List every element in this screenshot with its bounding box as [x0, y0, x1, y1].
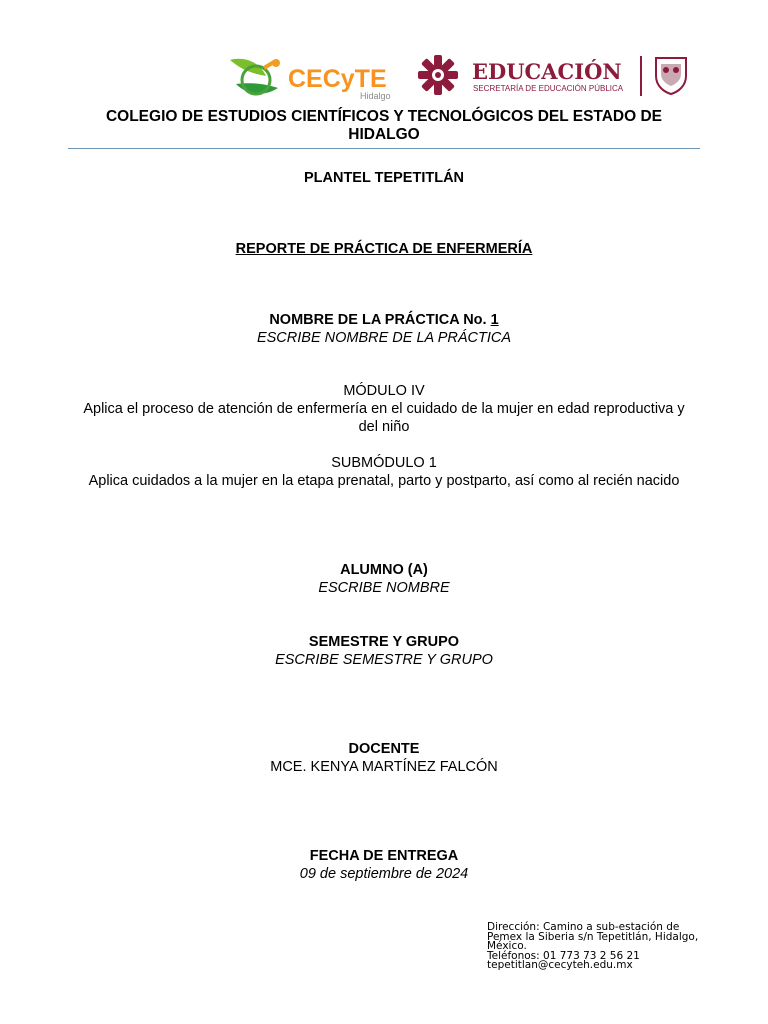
submodule-desc: Aplica cuidados a la mujer en la etapa prenatal, parto y postparto, así como al recién nacido — [88, 473, 680, 489]
institution-line-1: COLEGIO DE ESTUDIOS CIENTÍFICOS Y TECNOLÓGICOS DEL ESTADO DE — [105, 108, 663, 125]
practice-label: NOMBRE DE LA PRÁCTICA No. — [269, 312, 491, 328]
state-seal-icon — [656, 58, 686, 94]
phone-line: Teléfonos: 01 773 73 2 56 21 — [487, 949, 640, 962]
delivery-label: FECHA DE ENTREGA — [309, 848, 459, 864]
report-title-text: REPORTE DE PRÁCTICA DE ENFERMERÍA — [235, 241, 533, 257]
student-section — [0, 561, 768, 597]
svg-text:CECyTE: CECyTE — [288, 65, 387, 93]
cecyte-logo — [226, 54, 402, 106]
module-label: MÓDULO IV — [343, 383, 425, 399]
module-desc-line-2: del niño — [358, 419, 410, 435]
teacher-section — [0, 740, 768, 776]
address-block — [487, 923, 737, 971]
teacher-name: MCE. KENYA MARTÍNEZ FALCÓN — [270, 759, 498, 775]
svg-text:EDUCACIÓN: EDUCACIÓN — [472, 59, 622, 84]
module-section — [0, 382, 768, 436]
delivery-section — [0, 847, 768, 883]
semester-label: SEMESTRE Y GRUPO — [308, 634, 460, 650]
plantel-name: PLANTEL TEPETITLÁN — [303, 170, 465, 186]
practice-section — [0, 311, 768, 347]
institution-line-2: HIDALGO — [348, 126, 420, 143]
teacher-label: DOCENTE — [348, 741, 420, 757]
institution-name — [0, 108, 768, 144]
delivery-date: 09 de septiembre de 2024 — [299, 866, 469, 882]
header-divider — [68, 148, 700, 149]
svg-text:SECRETARÍA DE EDUCACIÓN PÚBLIC: SECRETARÍA DE EDUCACIÓN PÚBLICA — [473, 84, 624, 93]
report-title — [0, 240, 768, 258]
email-line: tepetitlan@cecyteh.edu.mx — [487, 959, 633, 971]
practice-name: ESCRIBE NOMBRE DE LA PRÁCTICA — [256, 330, 512, 346]
module-desc-line-1: Aplica el proceso de atención de enfermería en el cuidado de la mujer en edad reproductiva y — [83, 401, 685, 417]
address-line-3: México. — [487, 940, 527, 952]
student-name: ESCRIBE NOMBRE — [318, 580, 450, 596]
semester-section — [0, 633, 768, 669]
submodule-section — [0, 454, 768, 490]
submodule-label: SUBMÓDULO 1 — [331, 455, 437, 471]
practice-number: 1 — [490, 312, 499, 328]
educacion-logo — [414, 54, 696, 98]
semester-value: ESCRIBE SEMESTRE Y GRUPO — [275, 652, 493, 668]
address-line-1: Dirección: Camino a sub-estación de — [487, 921, 680, 933]
address-line-2: Pemex la Siberia s/n Tepetitlán, Hidalgo, — [487, 930, 699, 943]
svg-text:Hidalgo: Hidalgo — [360, 91, 391, 101]
student-label: ALUMNO (A) — [340, 562, 428, 578]
